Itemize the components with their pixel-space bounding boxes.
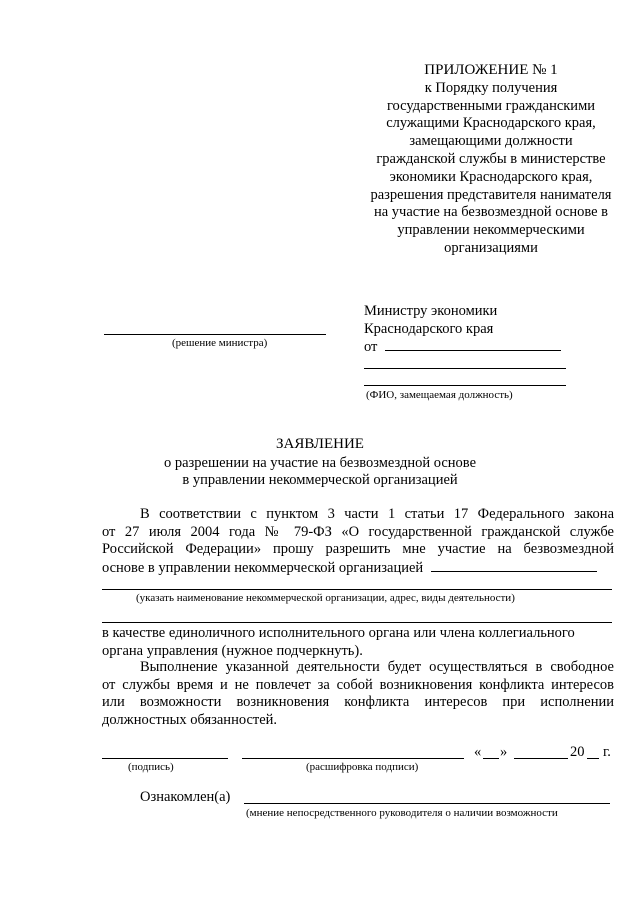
appendix-line: экономики Краснодарского края, (389, 168, 593, 185)
appendix-line: управлении некоммерческими (397, 222, 585, 239)
paragraph-line: основе в управлении некоммерческой организацией (102, 559, 424, 576)
org-details-field-line[interactable] (102, 622, 612, 623)
appendix-line: замещающими должности (409, 133, 573, 150)
appendix-title: ПРИЛОЖЕНИЕ № 1 (424, 62, 558, 78)
appendix-line: государственными гражданскими (386, 97, 596, 114)
signature-row (102, 744, 614, 762)
from-label: от (364, 339, 378, 355)
conflict-paragraph (102, 659, 614, 729)
date-close-quote: » (500, 744, 508, 760)
org-name-field[interactable] (431, 559, 597, 572)
signature-caption: (подпись) (128, 761, 174, 773)
statement-subtitle-1: о разрешении на участие на безвозмездной основе (163, 455, 477, 471)
role-paragraph (102, 625, 614, 660)
paragraph-line: Выполнение указанной деятельности будет осуществляться в свободное (140, 659, 614, 675)
paragraph-line: В соответствии с пунктом 3 части 1 статьи 17 Федерального закона (140, 506, 614, 522)
appendix-header (362, 62, 620, 258)
from-position-field-line-2[interactable] (364, 385, 566, 386)
org-row (102, 559, 614, 578)
appendix-line: гражданской службы в министерстве (376, 150, 606, 167)
fio-caption: (ФИО, замещаемая должность) (366, 389, 513, 401)
date-year-prefix: 20 (570, 744, 585, 760)
date-month-field[interactable] (514, 746, 568, 759)
appendix-line: к Порядку получения (424, 79, 558, 96)
acknowledgement-field-line[interactable] (244, 803, 610, 804)
date-day-field[interactable] (483, 746, 499, 759)
appendix-line: на участие на безвозмездной основе в (373, 204, 608, 221)
paragraph-line: от 27 июля 2004 года № 79-ФЗ «О государственной гражданской службе (102, 523, 614, 540)
paragraph-line: Российской Федерации» прошу разрешить мне участие на безвозмездной (102, 541, 614, 557)
org-caption: (указать наименование некоммерческой организации, адрес, виды деятельности) (136, 592, 515, 604)
paragraph-line: органа управления (нужное подчеркнуть). (102, 642, 363, 659)
addressee-line-1: Министру экономики (364, 303, 498, 319)
transcript-caption: (расшифровка подписи) (306, 761, 419, 773)
decision-caption: (решение министра) (172, 337, 268, 349)
from-position-field-line-1[interactable] (364, 368, 566, 369)
acknowledged-label: Ознакомлен(а) (140, 789, 231, 805)
date-open-quote: « (474, 744, 482, 760)
signature-transcript-field[interactable] (242, 746, 464, 759)
decision-field-line[interactable] (104, 334, 326, 335)
appendix-line: разрешения представителя нанимателя (370, 186, 612, 203)
statement-subtitle-2: в управлении некоммерческой организацией (182, 472, 458, 488)
date-year-suffix: г. (603, 744, 611, 760)
request-paragraph (102, 506, 614, 577)
paragraph-line: в качестве единоличного исполнительного органа или члена коллегиального (102, 625, 575, 641)
from-row (364, 338, 604, 356)
appendix-line: организациями (444, 239, 538, 256)
appendix-line: служащими Краснодарского края, (386, 115, 596, 132)
statement-title: ЗАЯВЛЕНИЕ (276, 436, 364, 452)
addressee-block (364, 302, 604, 356)
org-field-line[interactable] (102, 589, 612, 590)
from-name-field[interactable] (385, 338, 561, 351)
signature-field[interactable] (102, 746, 228, 759)
paragraph-line: должностных обязанностей. (102, 711, 278, 728)
addressee-line-2: Краснодарского края (364, 321, 494, 337)
date-year-field[interactable] (587, 746, 599, 759)
paragraph-line: от службы время и не повлечет за собой возникновения конфликта интересов (102, 676, 614, 693)
acknowledgement-caption: (мнение непосредственного руководителя о наличии возможности (246, 807, 558, 819)
paragraph-line: или возможности возникновения конфликта интересов при исполнении (102, 694, 614, 710)
